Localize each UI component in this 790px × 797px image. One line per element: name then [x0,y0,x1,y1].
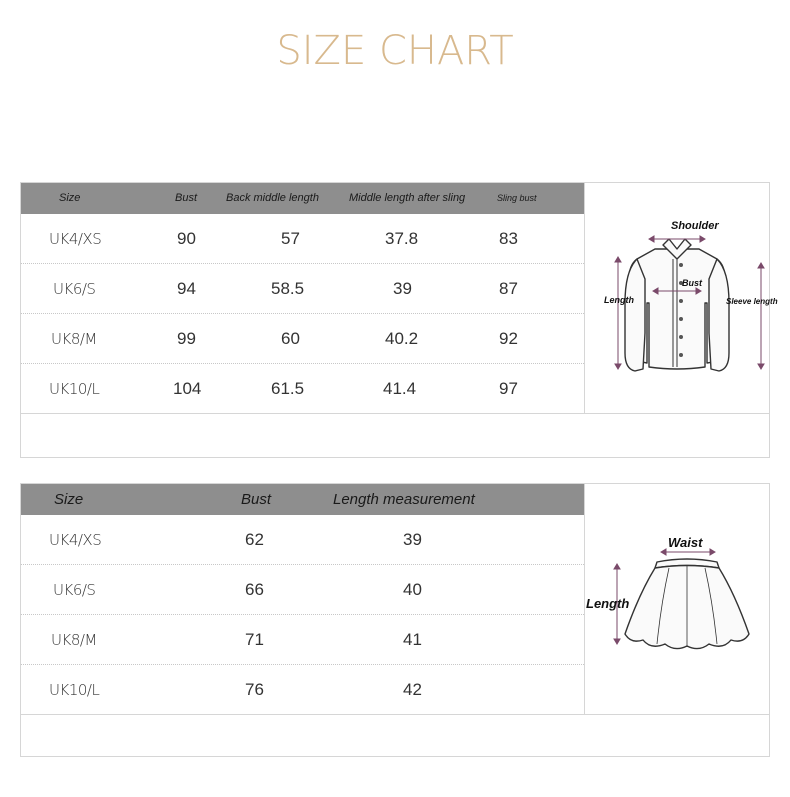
table-header [21,484,584,515]
skirt-diagram [585,484,769,714]
bust-cell: 94 [177,279,196,298]
middle-length-cell: 40.2 [385,329,419,348]
table-row [21,615,584,665]
bust-cell: 104 [173,379,202,398]
bust-cell: 76 [245,680,264,699]
size-cell: UK10/L [49,380,100,398]
bottom-size-table [21,484,584,715]
header-middle-length-after-sling: Middle length after sling [349,192,466,204]
header-bust: Bust [241,491,272,508]
size-cell: UK8/M [51,330,97,348]
header-sling-bust: Sling bust [497,193,537,203]
page-title: SIZE CHART [276,28,514,74]
size-cell: UK6/S [53,280,96,298]
size-cell: UK4/XS [49,230,102,248]
table-row [21,515,584,565]
sling-bust-cell: 97 [499,379,518,398]
divider [21,714,769,715]
shoulder-label: Shoulder [671,220,719,232]
back-middle-length-cell: 61.5 [271,379,305,398]
size-cell: UK4/XS [49,531,102,549]
middle-length-cell: 41.4 [383,379,417,398]
table-row [21,214,584,264]
sleeve-length-label: Sleeve length [726,297,778,306]
back-middle-length-cell: 57 [281,229,300,248]
shirt-diagram [585,183,778,413]
length-label: Length [604,295,634,305]
header-back-middle-length: Back middle length [226,192,319,204]
waist-label: Waist [668,535,703,550]
bust-cell: 62 [245,530,264,549]
sling-bust-cell: 92 [499,329,518,348]
table-row [21,314,584,364]
bust-cell: 66 [245,580,264,599]
size-cell: UK8/M [51,631,97,649]
back-middle-length-cell: 58.5 [271,279,305,298]
sling-bust-cell: 87 [499,279,518,298]
bust-cell: 99 [177,329,196,348]
table-row [21,364,584,414]
bust-cell: 71 [245,630,264,649]
top-size-card [20,182,778,458]
table-header [21,183,584,214]
header-length-measurement: Length measurement [333,491,475,508]
length-cell: 41 [403,630,422,649]
table-row [21,264,584,314]
length-cell: 40 [403,580,422,599]
size-cell: UK6/S [53,581,96,599]
middle-length-cell: 39 [393,279,412,298]
bust-cell: 90 [177,229,196,248]
divider [21,413,769,414]
header-bust: Bust [175,192,198,204]
middle-length-cell: 37.8 [385,229,419,248]
header-size: Size [54,491,84,508]
length-cell: 42 [403,680,422,699]
size-cell: UK10/L [49,681,100,699]
header-size: Size [59,192,81,204]
sling-bust-cell: 83 [499,229,518,248]
table-row [21,665,584,715]
bust-label: Bust [682,278,702,288]
length-label: Length [586,596,630,611]
bottom-size-card [20,483,770,757]
length-cell: 39 [403,530,422,549]
back-middle-length-cell: 60 [281,329,300,348]
top-size-table [21,183,584,414]
table-row [21,565,584,615]
